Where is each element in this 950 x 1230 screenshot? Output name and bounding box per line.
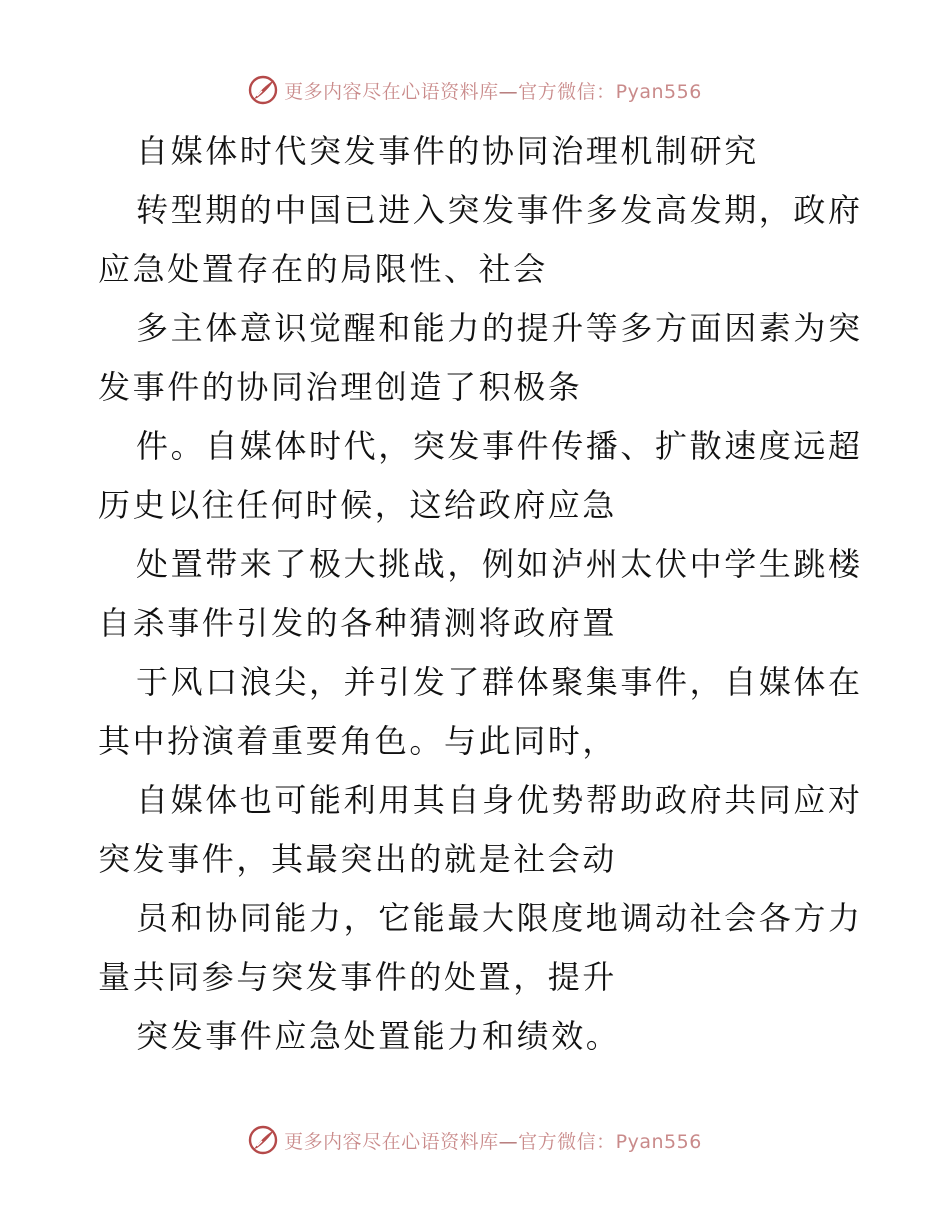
paragraph-line: 多主体意识觉醒和能力的提升等多方面因素为突: [136, 309, 863, 347]
quill-seal-icon: [248, 75, 278, 105]
paragraph-line: 其中扮演着重要角色。与此同时，: [98, 722, 618, 760]
paragraph-line: 量共同参与突发事件的处置，提升: [98, 958, 618, 996]
paragraph-line: 于风口浪尖，并引发了群体聚集事件，自媒体在: [136, 663, 863, 701]
header-watermark: [0, 70, 950, 110]
paragraph-line: 处置带来了极大挑战，例如泸州太伏中学生跳楼: [136, 545, 863, 583]
paragraph-line: 自媒体也可能利用其自身优势帮助政府共同应对: [136, 781, 863, 819]
footer-watermark: [0, 1120, 950, 1160]
paragraph-line: 件。自媒体时代，突发事件传播、扩散速度远超: [136, 427, 863, 465]
paragraph-line: 自杀事件引发的各种猜测将政府置: [98, 604, 618, 642]
paragraph-line: 转型期的中国已进入突发事件多发高发期，政府: [136, 191, 863, 229]
quill-seal-icon: [248, 1125, 278, 1155]
document-title: 自媒体时代突发事件的协同治理机制研究: [136, 132, 759, 170]
paragraph-line: 员和协同能力，它能最大限度地调动社会各方力: [136, 899, 863, 937]
paragraph-line: 突发事件应急处置能力和绩效。: [136, 1017, 621, 1055]
document-body: [98, 122, 863, 1066]
paragraph-line: 发事件的协同治理创造了积极条: [98, 368, 583, 406]
watermark-separator: —: [498, 1130, 519, 1153]
paragraph-line: 突发事件，其最突出的就是社会动: [98, 840, 618, 878]
watermark-main-text: 更多内容尽在心语资料库: [284, 1130, 499, 1153]
watermark-separator: —: [498, 80, 519, 103]
watermark-main-text: 更多内容尽在心语资料库: [284, 80, 499, 103]
paragraph-line: 应急处置存在的局限性、社会: [98, 250, 548, 288]
watermark-contact-text: 官方微信：Pyan556: [518, 1130, 702, 1153]
watermark-contact-text: 官方微信：Pyan556: [518, 80, 702, 103]
paragraph-line: 历史以往任何时候，这给政府应急: [98, 486, 618, 524]
